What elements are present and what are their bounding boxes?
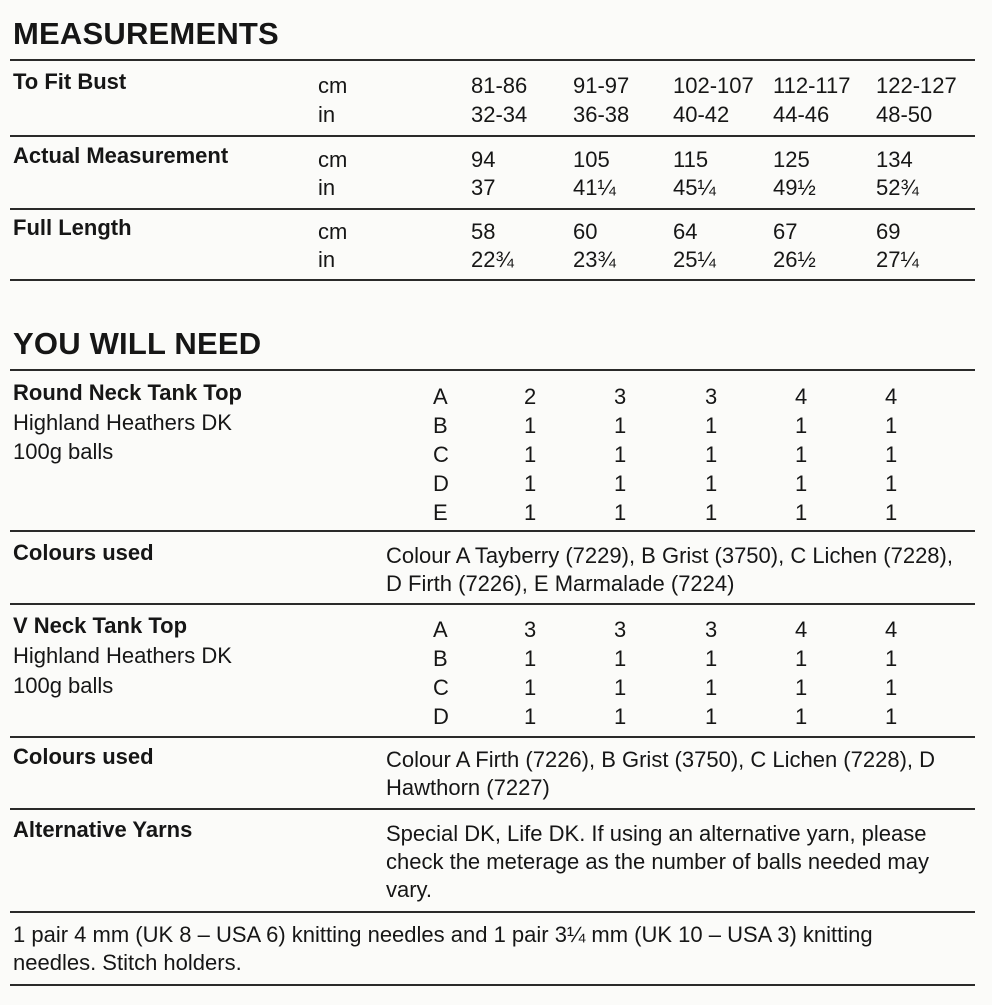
- round-neck-colours: Colour A Tayberry (7229), B Grist (3750), C Lichen (7228), D Firth (7226), E Marmalade (7224): [386, 543, 953, 596]
- letter-d: D: [433, 471, 449, 496]
- round-e-size2: 1: [614, 500, 627, 525]
- length-in-size1: 22¾: [471, 247, 514, 272]
- v-a-size1: 3: [524, 617, 537, 642]
- v-c-size5: 1: [885, 675, 898, 700]
- bust-cm-size4: 112-117: [773, 73, 851, 98]
- actual-in-size3: 45¼: [673, 175, 716, 200]
- actual-cm-size5: 134: [876, 147, 913, 172]
- round-b-size1: 1: [524, 413, 537, 438]
- letter-c: C: [433, 442, 449, 467]
- divider: [10, 808, 975, 810]
- bust-in-size4: 44-46: [773, 102, 830, 127]
- alternative-yarns-label: Alternative Yarns: [13, 817, 193, 842]
- v-neck-title: V Neck Tank Top: [13, 613, 188, 638]
- round-a-size1: 2: [524, 384, 537, 409]
- v-c-size1: 1: [524, 675, 537, 700]
- letter-b: B: [433, 646, 448, 671]
- colours-used-label: Colours used: [13, 540, 154, 565]
- divider: [10, 208, 975, 210]
- round-b-size2: 1: [614, 413, 627, 438]
- letter-a: A: [433, 384, 448, 409]
- v-c-size3: 1: [705, 675, 718, 700]
- full-length-label: Full Length: [13, 215, 132, 240]
- v-a-size3: 3: [705, 617, 718, 642]
- length-cm-size3: 64: [673, 219, 698, 244]
- alternative-yarns-text: Special DK, Life DK. If using an alternative yarn, please check the meterage as the number of balls needed may vary.: [386, 821, 929, 902]
- round-c-size4: 1: [795, 442, 808, 467]
- v-a-size5: 4: [885, 617, 898, 642]
- unit-cm: cm: [318, 219, 348, 244]
- v-neck-yarn: Highland Heathers DK: [13, 643, 232, 668]
- length-in-size2: 23¾: [573, 247, 616, 272]
- length-in-size4: 26½: [773, 247, 816, 272]
- round-neck-title: Round Neck Tank Top: [13, 380, 242, 405]
- unit-cm: cm: [318, 73, 348, 98]
- measurements-heading: MEASUREMENTS: [13, 16, 279, 51]
- actual-in-size2: 41¼: [573, 175, 616, 200]
- round-c-size5: 1: [885, 442, 898, 467]
- round-b-size5: 1: [885, 413, 898, 438]
- round-b-size4: 1: [795, 413, 808, 438]
- round-e-size4: 1: [795, 500, 808, 525]
- v-d-size4: 1: [795, 704, 808, 729]
- letter-c: C: [433, 675, 449, 700]
- letter-d: D: [433, 704, 449, 729]
- length-in-size5: 27¼: [876, 247, 919, 272]
- divider: [10, 369, 975, 371]
- bust-cm-size1: 81-86: [471, 73, 528, 98]
- divider: [10, 135, 975, 137]
- bust-in-size1: 32-34: [471, 102, 528, 127]
- round-b-size3: 1: [705, 413, 718, 438]
- you-will-need-heading: YOU WILL NEED: [13, 326, 262, 361]
- v-d-size5: 1: [885, 704, 898, 729]
- round-a-size2: 3: [614, 384, 627, 409]
- v-c-size4: 1: [795, 675, 808, 700]
- round-c-size1: 1: [524, 442, 537, 467]
- needles-text: 1 pair 4 mm (UK 8 – USA 6) knitting needles and 1 pair 3¼ mm (UK 10 – USA 3) knitting needles. Stitch holders.: [13, 922, 873, 975]
- unit-in: in: [318, 102, 336, 127]
- divider: [10, 530, 975, 532]
- v-a-size4: 4: [795, 617, 808, 642]
- divider: [10, 984, 975, 986]
- v-b-size2: 1: [614, 646, 627, 671]
- v-c-size2: 1: [614, 675, 627, 700]
- actual-cm-size2: 105: [573, 147, 610, 172]
- round-neck-yarn: Highland Heathers DK: [13, 410, 232, 435]
- divider: [10, 736, 975, 738]
- v-b-size3: 1: [705, 646, 718, 671]
- to-fit-bust-label: To Fit Bust: [13, 69, 127, 94]
- actual-cm-size4: 125: [773, 147, 810, 172]
- round-e-size5: 1: [885, 500, 898, 525]
- round-d-size3: 1: [705, 471, 718, 496]
- actual-in-size5: 52¾: [876, 175, 919, 200]
- round-c-size3: 1: [705, 442, 718, 467]
- actual-cm-size3: 115: [673, 147, 709, 172]
- round-d-size5: 1: [885, 471, 898, 496]
- v-neck-balls: 100g balls: [13, 673, 114, 698]
- unit-in: in: [318, 247, 336, 272]
- bust-in-size5: 48-50: [876, 102, 933, 127]
- divider: [10, 279, 975, 281]
- letter-e: E: [433, 500, 448, 525]
- letter-b: B: [433, 413, 448, 438]
- bust-cm-size2: 91-97: [573, 73, 630, 98]
- length-cm-size5: 69: [876, 219, 901, 244]
- round-a-size4: 4: [795, 384, 808, 409]
- round-d-size4: 1: [795, 471, 808, 496]
- actual-in-size1: 37: [471, 175, 496, 200]
- round-c-size2: 1: [614, 442, 627, 467]
- round-d-size2: 1: [614, 471, 627, 496]
- actual-cm-size1: 94: [471, 147, 496, 172]
- colours-used-label: Colours used: [13, 744, 154, 769]
- unit-in: in: [318, 175, 336, 200]
- length-cm-size1: 58: [471, 219, 496, 244]
- actual-in-size4: 49½: [773, 175, 816, 200]
- unit-cm: cm: [318, 147, 348, 172]
- v-b-size4: 1: [795, 646, 808, 671]
- length-in-size3: 25¼: [673, 247, 716, 272]
- bust-cm-size5: 122-127: [876, 73, 957, 98]
- v-d-size2: 1: [614, 704, 627, 729]
- length-cm-size2: 60: [573, 219, 598, 244]
- actual-measurement-label: Actual Measurement: [13, 143, 229, 168]
- round-e-size3: 1: [705, 500, 718, 525]
- v-d-size3: 1: [705, 704, 718, 729]
- bust-in-size3: 40-42: [673, 102, 730, 127]
- bust-in-size2: 36-38: [573, 102, 630, 127]
- round-a-size5: 4: [885, 384, 898, 409]
- round-a-size3: 3: [705, 384, 718, 409]
- v-b-size5: 1: [885, 646, 898, 671]
- bust-cm-size3: 102-107: [673, 73, 754, 98]
- divider: [10, 603, 975, 605]
- v-neck-colours: Colour A Firth (7226), B Grist (3750), C Lichen (7228), D Hawthorn (7227): [386, 747, 936, 800]
- v-d-size1: 1: [524, 704, 537, 729]
- round-neck-balls: 100g balls: [13, 439, 114, 464]
- v-b-size1: 1: [524, 646, 537, 671]
- length-cm-size4: 67: [773, 219, 798, 244]
- letter-a: A: [433, 617, 448, 642]
- round-d-size1: 1: [524, 471, 537, 496]
- divider: [10, 59, 975, 61]
- divider: [10, 911, 975, 913]
- v-a-size2: 3: [614, 617, 627, 642]
- round-e-size1: 1: [524, 500, 537, 525]
